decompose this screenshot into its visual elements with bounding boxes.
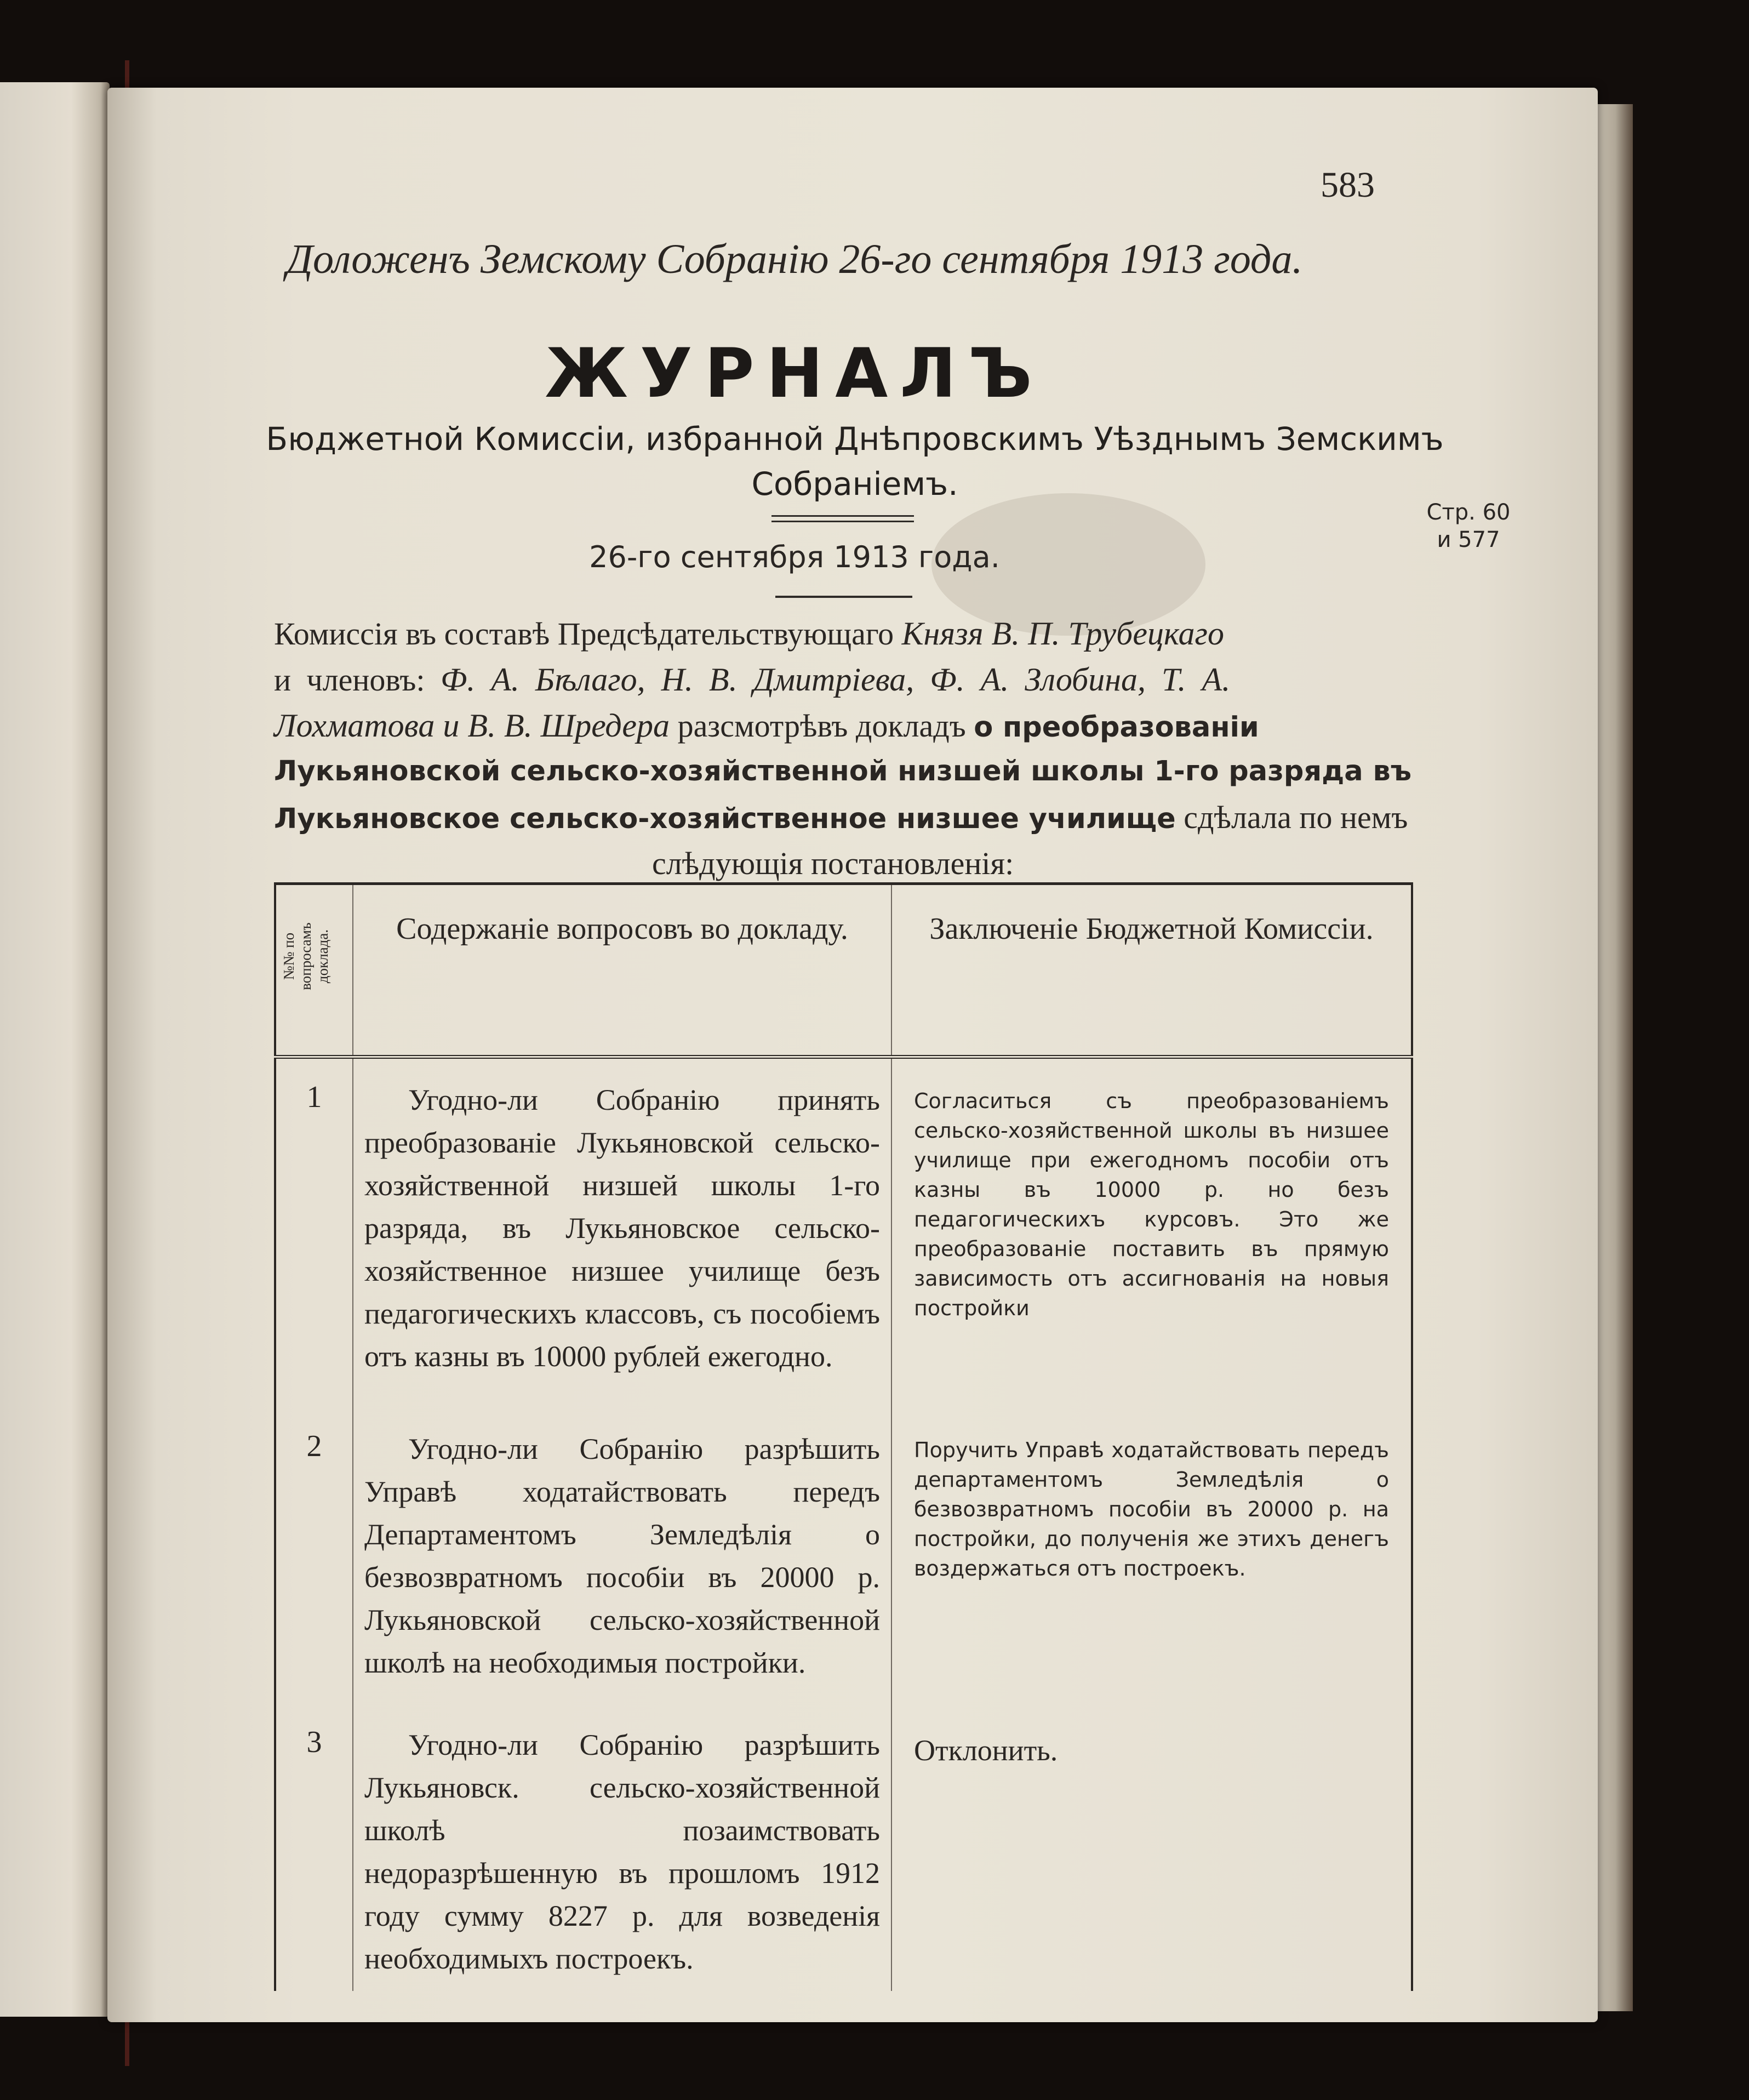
intro-line-3	[274, 703, 1414, 751]
question-text	[353, 1057, 891, 1408]
table-row	[275, 1408, 1412, 1704]
report-subject: о преобразованіи	[974, 711, 1259, 744]
item-number: 3	[275, 1704, 353, 1991]
item-number: 2	[275, 1408, 353, 1704]
header-num-line: №№ по	[281, 932, 297, 980]
left-page-edge	[0, 82, 110, 2017]
divider-rule-top-2	[771, 521, 914, 522]
report-note: Доложенъ Земскому Собранію 26-го сентября 1913 года.	[286, 236, 1303, 282]
header-conclusion: Заключеніе Бюджетной Комиссіи.	[891, 884, 1412, 1057]
item-number: 1	[275, 1057, 353, 1408]
question-text	[353, 1408, 891, 1704]
intro-line-1	[274, 610, 1414, 657]
conclusion-text: Поручить Управѣ ходатайствовать передъ департаментомъ Земледѣлія о безвозвратномъ пособіи въ 20000 р. на постройки, до полученія же этихъ денегъ воздержаться отъ построекъ.	[891, 1408, 1412, 1704]
header-num-line: доклада.	[315, 929, 331, 984]
header-item-number	[275, 884, 353, 1057]
report-subject: Лукьяновское сельско-хозяйственное низшее училище	[274, 803, 1176, 835]
divider-rule-bottom	[775, 596, 912, 598]
journal-title: ЖУРНАЛЪ	[545, 334, 1044, 413]
intro-line-5	[274, 795, 1414, 842]
table-row	[275, 1057, 1412, 1408]
question-body: Угодно-ли Собранію принять преобразованіе Лукьяновской сельско-хозяйственной низшей школы 1-го разряда, въ Лукьяновское сельско-хозяйственное низшее училище безъ педагогическихъ классовъ, съ пособіемъ отъ казны въ 10000 рублей ежегодно.	[364, 1083, 880, 1373]
intro-text: Комиссія въ составѣ Предсѣдательствующаго	[274, 616, 902, 652]
conclusion-text: Согласиться съ преобразованіемъ сельско-хозяйственной школы въ низшее училище при ежегодномъ пособіи отъ казны въ 10000 р. но безъ педагогическихъ курсовъ. Это же преобразованіе поставить въ прямую зависимость отъ ассигнованія на новыя постройки	[891, 1057, 1412, 1408]
intro-line-4: Лукьяновской сельско-хозяйственной низшей школы 1-го разряда въ	[274, 755, 1412, 787]
divider-rule-top-1	[771, 515, 914, 517]
margin-note-line-1: Стр. 60	[1426, 500, 1511, 525]
question-body: Угодно-ли Собранію разрѣшить Лукьяновск. сельско-хозяйственной школѣ позаимствовать недоразрѣшенную въ прошломъ 1912 году сумму 8227 р. для возведенія необходимыхъ построекъ.	[364, 1728, 880, 1975]
intro-text: и членовъ:	[274, 662, 441, 698]
intro-line-2	[274, 657, 1414, 703]
member-names: Ф. А. Бѣлаго, Н. В. Дмитріева, Ф. А. Злобина, Т. А.	[440, 661, 1231, 698]
member-names: Лохматова и В. В. Шредера	[274, 707, 670, 744]
commission-name-line-2: Собраніемъ.	[751, 465, 958, 503]
page-number: 583	[1321, 165, 1375, 205]
session-date: 26-го сентября 1913 года.	[589, 540, 1000, 574]
margin-note	[1419, 499, 1518, 553]
intro-line-6: слѣдующія постановленія:	[652, 846, 1014, 881]
conclusion-text: Отклонить.	[891, 1704, 1412, 1991]
margin-note-line-2: и 577	[1437, 527, 1500, 552]
intro-text: сдѣлала по немъ	[1175, 800, 1408, 835]
chairman-name: Князя В. П. Трубецкаго	[901, 615, 1224, 652]
header-item-number-text	[281, 891, 346, 1022]
intro-text: разсмотрѣвъ докладъ	[670, 708, 974, 744]
header-num-line: вопросамъ	[298, 922, 314, 990]
commission-name	[263, 416, 1447, 506]
commission-name-line-1: Бюджетной Комиссіи, избранной Днѣпровскимъ Уѣзднымъ Земскимъ	[266, 420, 1444, 458]
table-row	[275, 1704, 1412, 1991]
question-text	[353, 1704, 891, 1991]
header-question: Содержаніе вопросовъ во докладу.	[353, 884, 891, 1057]
resolutions-table	[274, 882, 1413, 1991]
question-body: Угодно-ли Собранію разрѣшить Управѣ ходатайствовать передъ Департаментомъ Земледѣлія о безвозвратномъ пособіи въ 20000 р. Лукьяновской сельско-хозяйственной школѣ на необходимыя постройки.	[364, 1432, 880, 1679]
table-header-row	[275, 884, 1412, 1057]
